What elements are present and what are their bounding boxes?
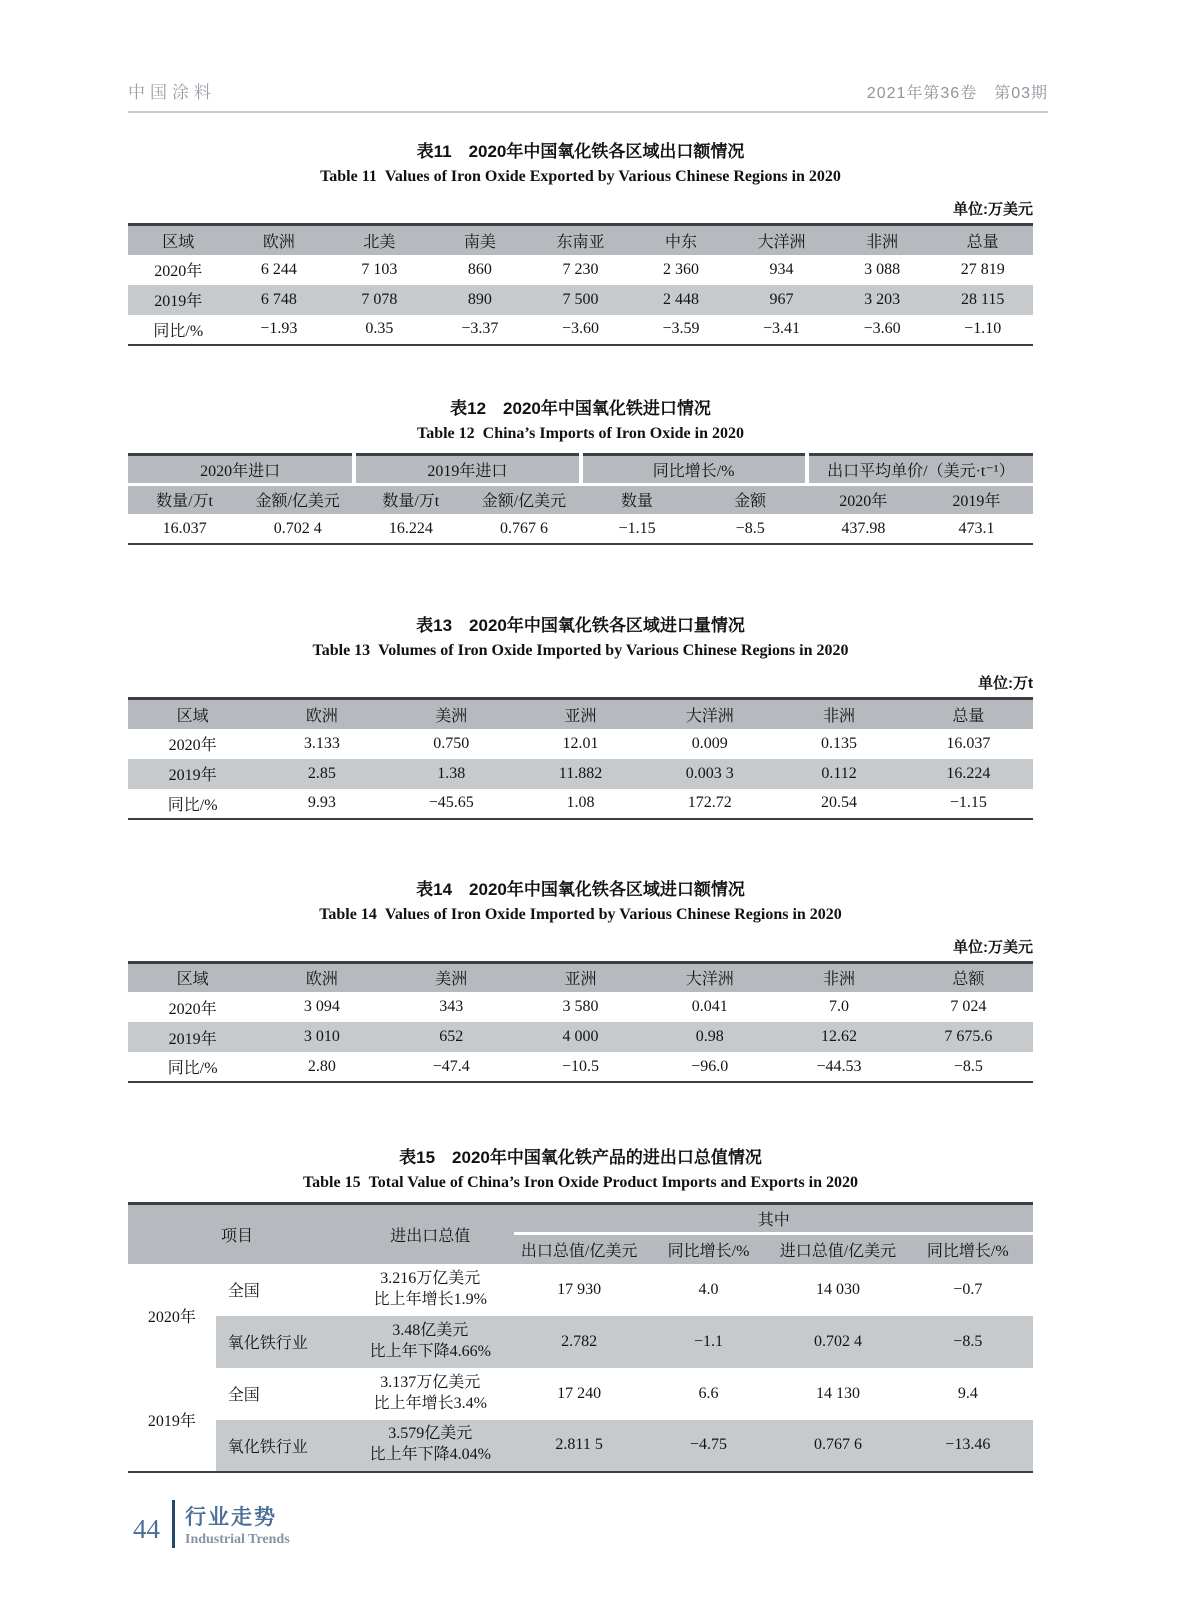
table-cell: 2.85 — [257, 759, 386, 789]
header-row — [128, 699, 1033, 729]
table-cell: 12.01 — [562, 734, 599, 752]
table-row — [128, 1022, 1033, 1052]
table-13-unit: 单位:万t — [978, 675, 1033, 692]
running-head — [128, 0, 1048, 113]
table-cell: 0.750 — [433, 734, 470, 752]
group-header: 同比增长/% — [581, 454, 807, 484]
table-cell: 0.702 4 — [273, 519, 322, 537]
table-cell: 652 — [387, 1022, 516, 1052]
group-header-row — [128, 1204, 1033, 1234]
table-cell: 0.003 3 — [645, 759, 774, 789]
table-cell: 0.702 4 — [773, 1316, 902, 1368]
table-14-unit: 单位:万美元 — [953, 938, 1033, 956]
table-cell: 9.93 — [307, 794, 336, 811]
table-cell: 全国 — [227, 1387, 260, 1404]
column-header: 总量 — [932, 225, 1033, 255]
column-header: 数量 — [581, 484, 694, 514]
table-cell: 473.1 — [958, 519, 995, 537]
table-cell: −3.60 — [561, 320, 599, 337]
journal-name: 中国涂料 — [128, 83, 216, 102]
table-cell: 3 580 — [562, 998, 599, 1015]
column-header: 非洲 — [774, 962, 903, 992]
table-row — [128, 759, 1033, 789]
column-header: 东南亚 — [530, 225, 631, 255]
footer-divider — [172, 1500, 175, 1548]
column-header: 欧洲 — [229, 225, 330, 255]
row-label: 2020年 — [168, 737, 217, 754]
table-cell: 7 078 — [329, 285, 430, 315]
table-cell: −47.4 — [432, 1057, 470, 1075]
column-header: 总量 — [904, 699, 1033, 729]
table-cell: 3.48亿美元 比上年下降4.66% — [346, 1316, 514, 1368]
table-cell: 氧化铁行业 — [216, 1316, 346, 1368]
table-cell: 437.98 — [841, 519, 886, 537]
table-cell: 6.6 — [698, 1384, 719, 1402]
table-row — [128, 285, 1033, 315]
table-cell: −3.59 — [662, 320, 700, 337]
column-header: 出口总值/亿美元 — [514, 1234, 643, 1264]
table-12-section — [128, 394, 1033, 546]
table-row — [128, 1420, 1033, 1472]
table-cell: 7 024 — [950, 998, 987, 1015]
column-header: 北美 — [329, 225, 430, 255]
table-cell: 0.135 — [821, 734, 858, 752]
table-11-unit: 单位:万美元 — [953, 201, 1033, 218]
column-header: 中东 — [631, 225, 732, 255]
table-13-section — [128, 611, 1033, 820]
column-header: 大洋洲 — [731, 225, 832, 255]
table-row — [128, 789, 1033, 819]
table-cell: 0.98 — [645, 1022, 774, 1052]
table-cell: 20.54 — [821, 794, 858, 811]
table-cell: −1.93 — [260, 320, 298, 337]
table-cell: 16.224 — [904, 759, 1033, 789]
row-label: 同比/% — [153, 322, 204, 340]
row-label: 2019年 — [128, 1368, 216, 1472]
table-cell: 2.782 — [514, 1316, 643, 1368]
table-cell: −1.1 — [644, 1316, 773, 1368]
subheader-row — [128, 484, 1033, 514]
table-11 — [128, 223, 1033, 346]
column-header: 同比增长/% — [903, 1234, 1033, 1264]
table-cell: −4.75 — [644, 1420, 773, 1472]
table-cell: 全国 — [227, 1283, 260, 1300]
column-header: 进口总值/亿美元 — [773, 1234, 902, 1264]
table-cell: −96.0 — [691, 1057, 729, 1075]
column-header: 欧洲 — [257, 962, 386, 992]
column-header: 数量/万t — [354, 484, 467, 514]
table-cell: 0.009 — [691, 734, 728, 752]
table-row — [128, 992, 1033, 1022]
table-row — [128, 1368, 1033, 1420]
column-header: 非洲 — [774, 699, 903, 729]
table-cell: 12.62 — [774, 1022, 903, 1052]
page-footer — [133, 1500, 290, 1548]
table-15 — [128, 1202, 1033, 1473]
table-cell: 2 448 — [631, 285, 732, 315]
table-cell: −13.46 — [903, 1420, 1033, 1472]
column-header: 进出口总值 — [346, 1204, 514, 1264]
column-header: 数量/万t — [128, 484, 241, 514]
table-cell: 17 240 — [557, 1384, 602, 1402]
row-label: 2019年 — [128, 285, 229, 315]
table-cell: 3 094 — [303, 998, 340, 1015]
table-row — [128, 729, 1033, 759]
table-12 — [128, 453, 1033, 546]
group-header: 2019年进口 — [354, 454, 580, 484]
row-label: 2020年 — [168, 1000, 217, 1018]
column-header: 亚洲 — [516, 699, 645, 729]
table-cell: −10.5 — [561, 1057, 599, 1075]
table-cell: 172.72 — [687, 794, 732, 811]
table-13-caption-en: Table 13 Volumes of Iron Oxide Imported by Various Chinese Regions in 2020 — [312, 642, 849, 659]
group-header-row — [128, 454, 1033, 484]
section-title-en: Industrial Trends — [185, 1531, 290, 1547]
table-12-caption-en: Table 12 China’s Imports of Iron Oxide in 2020 — [416, 424, 744, 442]
column-header: 金额/亿美元 — [241, 484, 354, 514]
table-row — [128, 1052, 1033, 1082]
table-cell: 3.133 — [303, 734, 340, 752]
table-cell: 27 819 — [960, 260, 1005, 278]
column-header: 金额 — [694, 484, 807, 514]
table-14-caption-en: Table 14 Values of Iron Oxide Imported by Various Chinese Regions in 2020 — [319, 905, 842, 923]
table-cell: 16.037 — [946, 734, 991, 752]
table-cell: 0.767 6 — [773, 1420, 902, 1472]
table-cell: 0.35 — [365, 320, 394, 337]
table-cell: 16.224 — [388, 519, 433, 537]
column-header: 美洲 — [387, 962, 516, 992]
table-row — [128, 255, 1033, 285]
table-cell: −8.5 — [953, 1057, 983, 1075]
table-cell: 4 000 — [516, 1022, 645, 1052]
table-cell: 28 115 — [932, 285, 1033, 315]
column-header: 非洲 — [832, 225, 933, 255]
issue-info: 2021年第36卷 第03期 — [866, 85, 1048, 102]
group-header: 其中 — [514, 1204, 1033, 1234]
table-cell: 14 030 — [815, 1280, 860, 1298]
column-header: 金额/亿美元 — [467, 484, 580, 514]
table-cell: 3.216万亿美元 比上年增长1.9% — [373, 1269, 487, 1308]
table-cell: 14 130 — [815, 1384, 860, 1402]
table-cell: 2 360 — [663, 260, 699, 278]
table-cell: −0.7 — [953, 1280, 983, 1298]
table-13-caption-zh: 表13 2020年中国氧化铁各区域进口量情况 — [416, 616, 745, 635]
table-cell: −8.5 — [735, 519, 765, 537]
table-cell: 6 748 — [229, 285, 330, 315]
table-13 — [128, 697, 1033, 820]
table-cell: 0.041 — [691, 998, 728, 1015]
table-cell: 934 — [769, 260, 794, 278]
column-header: 2019年 — [920, 484, 1033, 514]
table-cell: 氧化铁行业 — [216, 1420, 346, 1472]
table-cell: −1.15 — [949, 794, 987, 811]
table-cell: 3 088 — [864, 260, 901, 278]
table-cell: 17 930 — [557, 1280, 602, 1298]
table-cell: 3.137万亿美元 比上年增长3.4% — [373, 1373, 487, 1412]
table-15-caption-en: Table 15 Total Value of China’s Iron Oxide Product Imports and Exports in 2020 — [302, 1174, 859, 1191]
table-cell: 967 — [731, 285, 832, 315]
table-cell: 0.767 6 — [499, 519, 548, 537]
column-header: 总额 — [904, 962, 1033, 992]
table-row — [128, 315, 1033, 345]
column-header: 项目 — [128, 1204, 346, 1264]
page-content — [128, 137, 1033, 1473]
table-11-caption-zh: 表11 2020年中国氧化铁各区域出口额情况 — [416, 142, 745, 161]
row-label: 同比/% — [167, 1060, 218, 1077]
group-header: 2020年进口 — [128, 454, 354, 484]
column-header: 南美 — [430, 225, 531, 255]
table-cell: 860 — [467, 260, 492, 278]
table-cell: −3.41 — [763, 320, 801, 337]
table-row — [128, 1264, 1033, 1316]
table-cell: 3 010 — [257, 1022, 386, 1052]
column-header: 欧洲 — [257, 699, 386, 729]
table-cell: −3.60 — [863, 320, 901, 337]
table-12-caption-zh: 表12 2020年中国氧化铁进口情况 — [450, 398, 711, 418]
column-header: 亚洲 — [516, 962, 645, 992]
table-cell: 16.037 — [162, 519, 207, 537]
table-cell: 343 — [439, 998, 464, 1015]
table-14-caption-zh: 表14 2020年中国氧化铁各区域进口额情况 — [416, 879, 745, 899]
table-cell: 6 244 — [260, 260, 297, 278]
table-cell: 9.4 — [957, 1384, 978, 1402]
table-15-section — [128, 1143, 1033, 1473]
section-title-zh: 行业走势 — [185, 1505, 277, 1529]
row-label: 2019年 — [128, 759, 257, 789]
row-label: 2020年 — [154, 263, 203, 280]
table-row — [128, 514, 1033, 544]
table-cell: 7 230 — [562, 260, 599, 278]
table-15-caption-zh: 表15 2020年中国氧化铁产品的进出口总值情况 — [399, 1148, 762, 1167]
table-cell: −1.10 — [964, 320, 1002, 337]
table-11-section — [128, 137, 1033, 346]
header-row — [128, 225, 1033, 255]
table-cell: 11.882 — [516, 759, 645, 789]
column-header: 同比增长/% — [644, 1234, 773, 1264]
table-cell: 3.579亿美元 比上年下降4.04% — [346, 1420, 514, 1472]
row-label: 2019年 — [128, 1022, 257, 1052]
group-header: 出口平均单价/（美元·t⁻¹） — [807, 454, 1033, 484]
column-header: 大洋洲 — [645, 699, 774, 729]
table-cell: −45.65 — [428, 794, 474, 811]
table-11-caption-en: Table 11 Values of Iron Oxide Exported by Various Chinese Regions in 2020 — [320, 168, 841, 185]
table-cell: 0.112 — [774, 759, 903, 789]
table-cell: 2.80 — [307, 1057, 336, 1075]
table-cell: 2.811 5 — [514, 1420, 643, 1472]
column-header: 美洲 — [387, 699, 516, 729]
table-cell: −8.5 — [903, 1316, 1033, 1368]
table-cell: 7 675.6 — [904, 1022, 1033, 1052]
column-header: 大洋洲 — [645, 962, 774, 992]
table-cell: 3 203 — [832, 285, 933, 315]
table-cell: 1.38 — [387, 759, 516, 789]
table-cell: −1.15 — [618, 519, 656, 537]
column-header: 区域 — [128, 962, 257, 992]
column-header: 区域 — [128, 699, 257, 729]
table-row — [128, 1316, 1033, 1368]
table-cell: −44.53 — [816, 1057, 862, 1075]
table-14-section — [128, 875, 1033, 1084]
table-cell: 890 — [430, 285, 531, 315]
header-row — [128, 962, 1033, 992]
table-cell: 7.0 — [829, 998, 850, 1015]
table-cell: −3.37 — [461, 320, 499, 337]
table-cell: 7 103 — [361, 260, 398, 278]
table-cell: 4.0 — [698, 1280, 719, 1298]
row-label: 2020年 — [128, 1264, 216, 1368]
column-header: 区域 — [128, 225, 229, 255]
page-number: 44 — [133, 1513, 160, 1544]
column-header: 2020年 — [807, 484, 920, 514]
row-label: 同比/% — [167, 796, 218, 814]
table-14 — [128, 961, 1033, 1084]
table-cell: 7 500 — [530, 285, 631, 315]
table-cell: 1.08 — [566, 794, 595, 811]
